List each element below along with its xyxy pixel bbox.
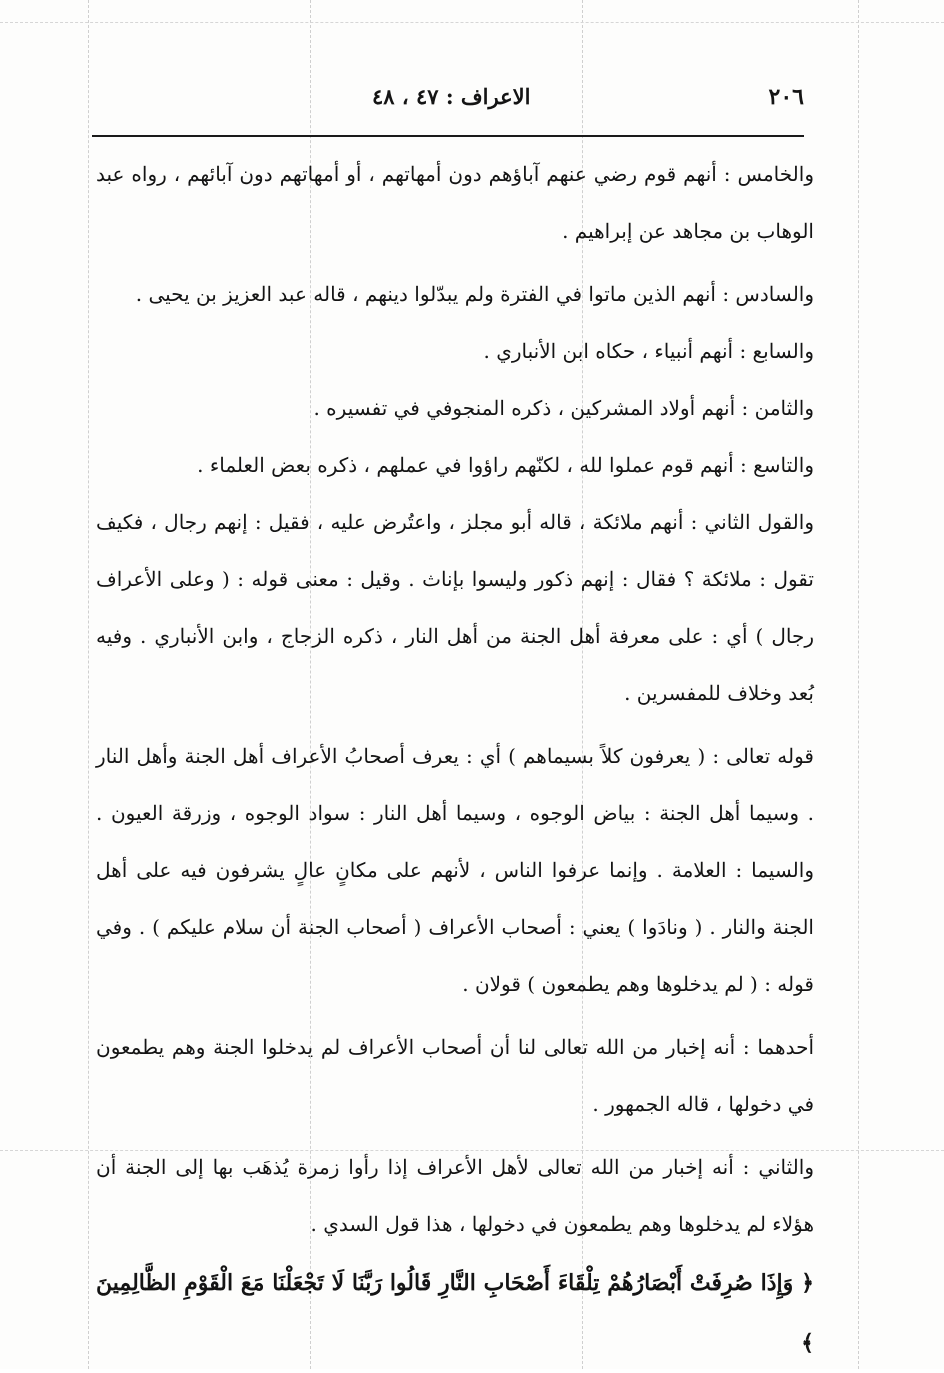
paragraph: والثاني : أنه إخبار من الله تعالى لأهل الأعراف إذا رأوا زمرة يُذهَب بها إلى الجنة أن هؤلاء لم يدخلوها وهم يطمعون في دخولها ، هذا قول السدي .: [96, 1155, 814, 1236]
scan-guide-line: [0, 22, 944, 23]
page-number: ٢٠٦: [768, 84, 804, 110]
scan-guide-line: [88, 0, 89, 1369]
paragraph: والخامس : أنهم قوم رضي عنهم آباؤهم دون أمهاتهم ، أو أمهاتهم دون آبائهم ، رواه عبد الوهاب بن مجاهد عن إبراهيم .: [96, 162, 814, 243]
running-head: الاعراف : ٤٧ ، ٤٨: [372, 84, 531, 109]
body-text: [96, 146, 814, 1373]
page-header: [92, 78, 804, 118]
header-rule: [92, 135, 804, 137]
paragraph: قوله تعالى : ( يعرفون كلاً بسيماهم ) أي : يعرف أصحابُ الأعراف أهل الجنة وأهل النار . وسيما أهل الجنة : بياض الوجوه ، وسيما أهل النار : سواد الوجوه ، وزرقة العيون . والسيما : العلامة . وإنما عرفوا الناس ، لأنهم على مكانٍ عالٍ يشرفون فيه على أهل الجنة والنار . ( ونادَوا ) يعني : أصحاب الأعراف ( أصحاب الجنة أن سلام عليكم ) . وفي قوله : ( لم يدخلوها وهم يطمعون ) قولان .: [96, 744, 814, 996]
scan-guide-line: [858, 0, 859, 1369]
paragraph: والتاسع : أنهم قوم عملوا لله ، لكنّهم راؤوا في عملهم ، ذكره بعض العلماء .: [197, 453, 814, 477]
paragraph: والقول الثاني : أنهم ملائكة ، قاله أبو مجلز ، واعتُرض عليه ، فقيل : إنهم رجال ، فكيف تقول : ملائكة ؟ فقال : إنهم ذكور وليسوا بإناث . وقيل : معنى قوله : ( وعلى الأعراف رجال ) أي : على معرفة أهل الجنة من أهل النار ، ذكره الزجاج ، وابن الأنباري . وفيه بُعد وخلاف للمفسرين .: [96, 510, 814, 705]
quran-verse: ﴿ وَإِذَا صُرِفَتْ أَبْصَارُهُمْ تِلْقَاءَ أَصْحَابِ النَّارِ قَالُوا رَبَّنَا لَا تَجْعَلْنَا مَعَ الْقَوْمِ الظَّالِمِينَ ﴾: [96, 1270, 814, 1356]
paragraph: أحدهما : أنه إخبار من الله تعالى لنا أن أصحاب الأعراف لم يدخلوا الجنة وهم يطمعون في دخولها ، قاله الجمهور .: [96, 1035, 814, 1116]
paragraph: والثامن : أنهم أولاد المشركين ، ذكره المنجوفي في تفسيره .: [313, 396, 814, 420]
paragraph: والسادس : أنهم الذين ماتوا في الفترة ولم يبدّلوا دينهم ، قاله عبد العزيز بن يحيى .: [135, 282, 814, 306]
paragraph: والسابع : أنهم أنبياء ، حكاه ابن الأنباري .: [483, 339, 814, 363]
